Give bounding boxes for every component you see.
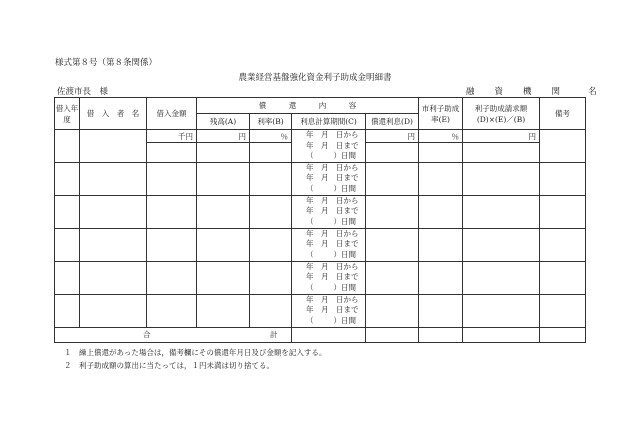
- table-row: [55, 261, 586, 294]
- table-row: [55, 130, 586, 143]
- interest-period: 年 月 日から 年 月 日まで （ ）日間: [292, 162, 366, 195]
- header-remarks: 備考: [540, 98, 586, 130]
- unit-rate: ％: [250, 130, 292, 143]
- total-label-b: 計: [270, 329, 278, 339]
- table-row: [55, 228, 586, 261]
- subsidy-detail-table: [54, 97, 586, 343]
- unit-city-rate: ％: [419, 130, 463, 143]
- interest-period: 年 月 日から 年 月 日まで （ ）日間: [292, 294, 366, 327]
- note-2: ２ 利子助成額の算出に当たっては，１円未満は切り捨てる。: [64, 361, 274, 370]
- document-title: 農業経営基盤強化資金利子助成金明細書: [238, 73, 392, 83]
- interest-period: 年 月 日から 年 月 日まで （ ）日間: [292, 130, 366, 163]
- header-amount: 借入金額: [147, 98, 197, 130]
- interest-period: 年 月 日から 年 月 日まで （ ）日間: [292, 261, 366, 294]
- header-borrower: 借 入 者 名: [80, 98, 147, 130]
- unit-amount: 千円: [147, 130, 197, 143]
- interest-period: 年 月 日から 年 月 日まで （ ）日間: [292, 195, 366, 228]
- total-label-a: 合: [143, 329, 151, 339]
- interest-period: 年 月 日から 年 月 日まで （ ）日間: [292, 228, 366, 261]
- form-number: 様式第８号（第８条関係）: [55, 58, 158, 68]
- unit-interest: 円: [366, 130, 419, 143]
- unit-balance: 円: [197, 130, 250, 143]
- table-row: [55, 195, 586, 228]
- header-repayment: 償 還 内 容: [197, 98, 419, 114]
- addressee: 佐渡市長 様: [57, 87, 109, 97]
- header-rate: 利率(B): [250, 114, 292, 130]
- header-period: 利息計算期間(C): [292, 114, 366, 130]
- note-1: １ 繰上償還があった場合は，備考欄にその償還年月日及び金額を記入する。: [64, 348, 327, 357]
- header-city-rate: 市利子助成率(E): [419, 98, 463, 130]
- header-subsidy: 利子助成請求額(D)×(E)／(B): [463, 98, 540, 130]
- table-row: [55, 294, 586, 327]
- header-balance: 残高(A): [197, 114, 250, 130]
- unit-subsidy: 円: [463, 130, 540, 143]
- header-year: 借入年度: [55, 98, 80, 130]
- financial-institution-label: 融 資 機 関 名: [466, 87, 597, 97]
- total-row: [55, 327, 586, 342]
- table-row: [55, 162, 586, 195]
- header-interest: 償還利息(D): [366, 114, 419, 130]
